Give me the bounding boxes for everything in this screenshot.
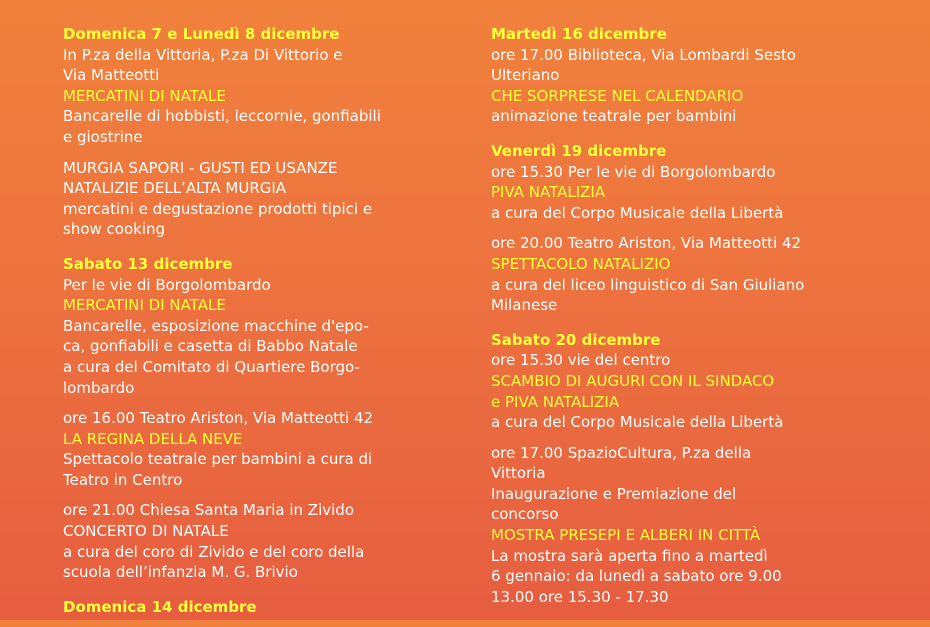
event-text: Bancarelle di hobbisti, leccornie, gonfiabili [63,107,381,126]
event-date: Sabato 13 dicembre [63,254,233,273]
left-column [63,24,483,627]
event-text: ore 20.00 Teatro Ariston, Via Matteotti 42 [491,234,802,253]
event-text: scuola dell’infanzia M. G. Brivio [63,563,298,582]
right-column [491,24,916,617]
event-block [63,254,483,398]
event-text: a cura del Corpo Musicale della Libertà [491,203,784,222]
event-text: Per le vie di Borgolombardo [63,275,271,294]
event-text: ore 16.00 Teatro Ariston, Via Matteotti 42 [63,409,374,428]
event-title: SPETTACOLO NATALIZIO [491,254,671,273]
event-block [491,233,916,315]
event-text: ore 21.00 Chiesa Santa Maria in Zivido [63,501,354,520]
event-title: LA REGINA DELLA NEVE [63,429,243,448]
event-date: Venerdì 19 dicembre [491,141,667,160]
event-title: e PIVA NATALIZIA [491,392,620,411]
event-title: SCAMBIO DI AUGURI CON IL SINDACO [491,371,775,390]
event-text: In P.za della Vittoria, P.za Di Vittorio e [63,45,343,64]
event-text: MURGIA SAPORI - GUSTI ED USANZE [63,158,338,177]
event-block [63,158,483,240]
event-text: a cura del Comitato di Quartiere Borgo- [63,357,360,376]
event-text: ore 17.00 SpazioCultura, P.za della [491,443,752,462]
event-block [491,330,916,433]
event-date: Martedì 16 dicembre [491,25,667,43]
event-text: a cura del coro di Zivido e del coro della [63,542,365,561]
event-block [63,597,483,618]
event-title: MERCATINI DI NATALE [63,296,226,315]
event-text: lombardo [63,378,135,397]
event-date: Sabato 20 dicembre [491,330,661,349]
event-text: La mostra sarà aperta fino a martedì [491,546,768,565]
event-text: Vittoria [491,464,546,483]
event-text: Via Matteotti [63,66,160,85]
event-text: Ulteriano [491,66,560,85]
event-text: mercatini e degustazione prodotti tipici e [63,199,373,218]
event-date-cutoff: Domenica 14 dicembre [63,597,257,616]
event-text: 6 gennaio: da lunedì a sabato ore 9.00 [491,567,782,586]
event-text: show cooking [63,220,166,239]
event-title: PIVA NATALIZIA [491,183,606,202]
event-block [491,24,916,127]
event-text: animazione teatrale per bambini [491,107,737,126]
event-text: CONCERTO DI NATALE [63,522,229,541]
event-text: Spettacolo teatrale per bambini a cura di [63,450,373,469]
event-text: ore 17.00 Biblioteca, Via Lombardi Sesto [491,45,796,64]
event-text: Milanese [491,296,558,315]
event-text: e giostrine [63,127,143,146]
event-block [63,24,483,148]
event-text: a cura del liceo linguistico di San Giuliano [491,275,805,294]
event-block [63,500,483,582]
event-date: Domenica 7 e Lunedì 8 dicembre [63,25,340,43]
event-text: a cura del Corpo Musicale della Libertà [491,413,784,432]
event-title: CHE SORPRESE NEL CALENDARIO [491,86,744,105]
event-title: MERCATINI DI NATALE [63,86,226,105]
event-text: Inaugurazione e Premiazione del [491,484,737,503]
event-text: Bancarelle, esposizione macchine d'epo- [63,316,369,335]
event-block [491,141,916,223]
event-text: concorso [491,505,559,524]
event-text: Teatro in Centro [63,470,183,489]
event-block [63,408,483,490]
event-text: ca, gonfiabili e casetta di Babbo Natale [63,337,358,356]
event-text: 13.00 ore 15.30 - 17.30 [491,587,669,606]
event-text: ore 15.30 vie del centro [491,351,671,370]
event-title: MOSTRA PRESEPI E ALBERI IN CITTÀ [491,526,761,545]
event-text: ore 15.30 Per le vie di Borgolombardo [491,162,776,181]
event-block [491,443,916,608]
event-text: NATALIZIE DELL’ALTA MURGIA [63,179,287,198]
